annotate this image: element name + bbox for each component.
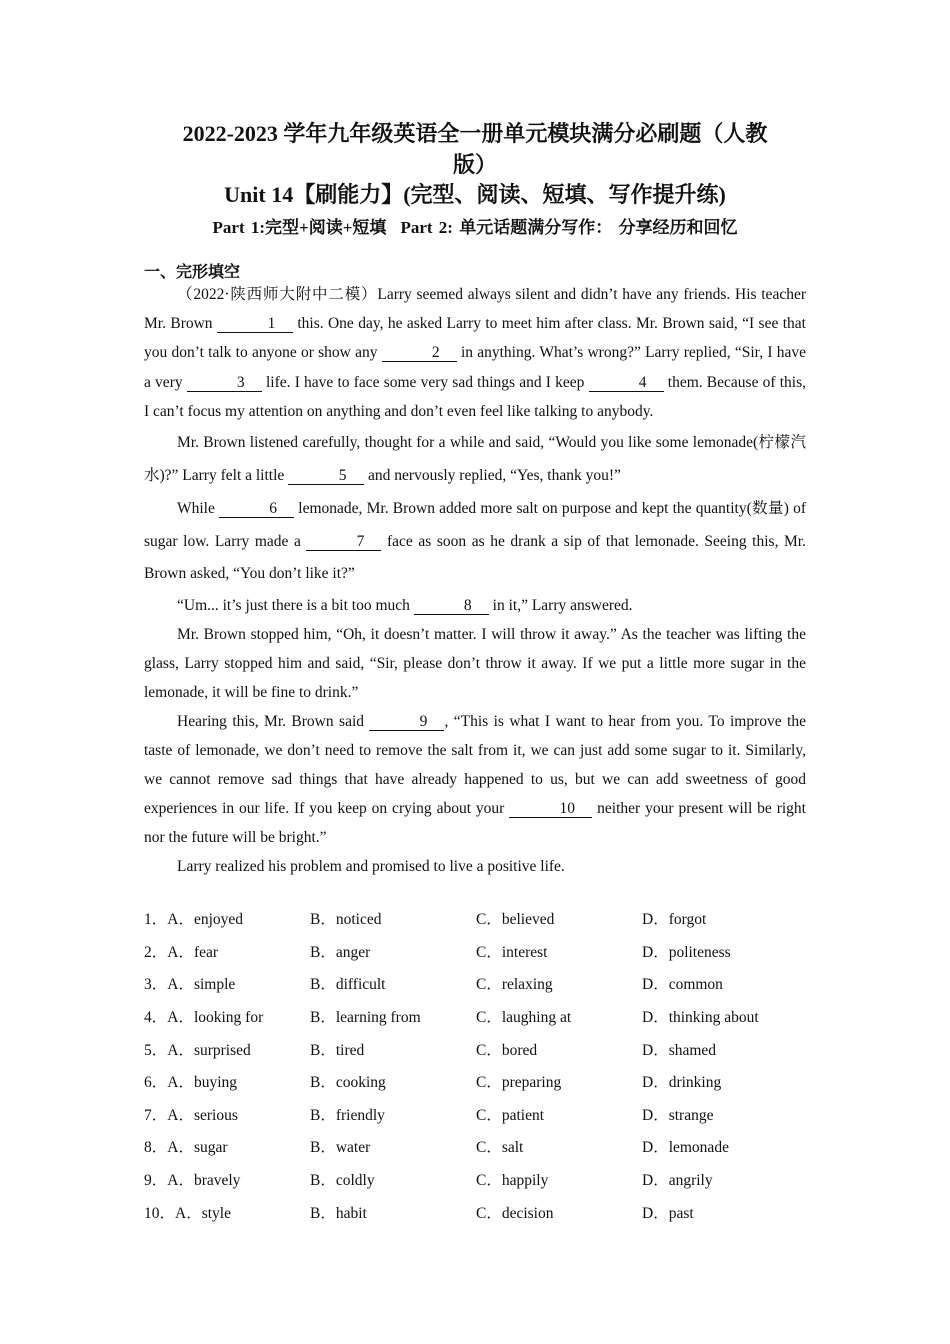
subtitle — [130, 216, 820, 240]
option-c[interactable]: C．relaxing — [476, 976, 553, 994]
option-a[interactable]: 1．A．enjoyed — [144, 911, 244, 929]
option-a[interactable]: 7．A．serious — [144, 1106, 238, 1124]
option-d[interactable]: D．thinking about — [642, 1009, 759, 1027]
title-block — [130, 118, 820, 240]
blank-5[interactable]: 5 — [288, 467, 364, 485]
option-row-7 — [144, 1098, 824, 1131]
option-b[interactable]: B．noticed — [310, 911, 382, 929]
option-d[interactable]: D．strange — [642, 1106, 714, 1124]
option-c[interactable]: C．bored — [476, 1041, 538, 1059]
option-b[interactable]: B．anger — [310, 943, 371, 961]
option-d[interactable]: D．lemonade — [642, 1139, 729, 1157]
option-row-3 — [144, 967, 824, 1000]
paragraph-3: While 6 lemonade, Mr. Brown added more salt on purpose and kept the quantity(数量) of sugar low. Larry made a 7 face as soon as he drank a sip of that lemonade. Seeing this, Mr. Brown asked, “You don’t like it?” — [144, 500, 806, 583]
blank-4[interactable]: 4 — [589, 374, 664, 392]
option-a[interactable]: 10．A．style — [144, 1204, 231, 1222]
option-a[interactable]: 6．A．buying — [144, 1074, 238, 1092]
paragraph-4: “Um... it’s just there is a bit too much 8 in it,” Larry answered. — [177, 596, 633, 614]
option-d[interactable]: D．drinking — [642, 1074, 722, 1092]
blank-9[interactable]: 9 — [369, 713, 444, 731]
option-row-8 — [144, 1130, 824, 1163]
paragraph-6: Hearing this, Mr. Brown said 9 , “This is what I want to hear from you. To improve the taste of lemonade, we don’t need to remove the salt from it, we can just add some sugar to it. Similarly, we cannot remove sad things that have already happened to us, but we can add sweetness of good experiences in our life. If you keep on crying about your 10 neither your present will be right nor the future will be bright.” — [144, 712, 806, 846]
option-row-9 — [144, 1163, 824, 1196]
option-a[interactable]: 8．A．sugar — [144, 1139, 228, 1157]
subtitle-part-2: Part 2: 单元话题满分写作： 分享经历和回忆 — [400, 218, 738, 237]
option-a[interactable]: 9．A．bravely — [144, 1172, 241, 1190]
option-c[interactable]: C．believed — [476, 911, 555, 929]
option-b[interactable]: B．difficult — [310, 976, 386, 994]
blank-6[interactable]: 6 — [219, 500, 294, 518]
option-b[interactable]: B．habit — [310, 1204, 367, 1222]
option-row-2 — [144, 935, 824, 968]
cloze-passage — [144, 280, 806, 881]
option-d[interactable]: D．angrily — [642, 1172, 713, 1190]
option-d[interactable]: D．politeness — [642, 943, 731, 961]
option-b[interactable]: B．cooking — [310, 1074, 386, 1092]
option-c[interactable]: C．interest — [476, 943, 548, 961]
title-line-3: Unit 14【刷能力】(完型、阅读、短填、写作提升练) — [224, 182, 726, 207]
option-row-5 — [144, 1032, 824, 1065]
option-a[interactable]: 4．A．looking for — [144, 1009, 264, 1027]
blank-10[interactable]: 10 — [509, 800, 592, 818]
blank-7[interactable]: 7 — [306, 533, 381, 551]
option-a[interactable]: 2．A．fear — [144, 943, 219, 961]
option-row-6 — [144, 1065, 824, 1098]
options-list — [144, 902, 824, 1228]
option-b[interactable]: B．water — [310, 1139, 371, 1157]
blank-8[interactable]: 8 — [414, 597, 489, 615]
option-d[interactable]: D．past — [642, 1204, 694, 1222]
option-c[interactable]: C．preparing — [476, 1074, 562, 1092]
title-line-2: 版） — [452, 152, 497, 177]
option-d[interactable]: D．forgot — [642, 911, 707, 929]
option-row-10 — [144, 1195, 824, 1228]
option-a[interactable]: 3．A．simple — [144, 976, 236, 994]
paragraph-1: （2022·陕西师大附中二模）Larry seemed always silent and didn’t have any friends. His teacher Mr. Brown 1 this. One day, he asked Larry to meet him after class. Mr. Brown said, “I see that you don’t talk to anyone or show any 2 in anything. What’s wrong?” Larry replied, “Sir, I have a very 3 life. I have to face some very sad things and I keep 4 them. Because of this, I can’t focus my attention on anything and don’t even feel like talking to anybody. — [144, 286, 807, 420]
option-c[interactable]: C．patient — [476, 1106, 545, 1124]
blank-3[interactable]: 3 — [187, 374, 262, 392]
subtitle-part-1: Part 1:完型+阅读+短填 — [212, 218, 387, 237]
paragraph-7: Larry realized his problem and promised to live a positive life. — [177, 857, 565, 875]
section-heading: 一、完形填空 — [144, 264, 241, 281]
option-d[interactable]: D．common — [642, 976, 723, 994]
blank-2[interactable]: 2 — [382, 344, 457, 362]
option-b[interactable]: B．friendly — [310, 1106, 385, 1124]
paragraph-5: Mr. Brown stopped him, “Oh, it doesn’t matter. I will throw it away.” As the teacher was lifting the glass, Larry stopped him and said, “Sir, please don’t throw it away. If we put a little more sugar in the lemonade, it will be fine to drink.” — [144, 625, 806, 701]
option-row-1 — [144, 902, 824, 935]
option-c[interactable]: C．salt — [476, 1139, 524, 1157]
option-row-4 — [144, 1000, 824, 1033]
option-c[interactable]: C．happily — [476, 1172, 549, 1190]
option-a[interactable]: 5．A．surprised — [144, 1041, 251, 1059]
title-line-1: 2022-2023 学年九年级英语全一册单元模块满分必刷题（人教 — [182, 121, 768, 146]
paragraph-2: Mr. Brown listened carefully, thought for a while and said, “Would you like some lemonade(柠檬汽水)?” Larry felt a little 5 and nervously replied, “Yes, thank you!” — [144, 434, 806, 484]
option-b[interactable]: B．learning from — [310, 1009, 421, 1027]
blank-1[interactable]: 1 — [217, 315, 293, 333]
option-c[interactable]: C．laughing at — [476, 1009, 572, 1027]
option-d[interactable]: D．shamed — [642, 1041, 717, 1059]
option-b[interactable]: B．tired — [310, 1041, 365, 1059]
option-c[interactable]: C．decision — [476, 1204, 554, 1222]
option-b[interactable]: B．coldly — [310, 1172, 375, 1190]
